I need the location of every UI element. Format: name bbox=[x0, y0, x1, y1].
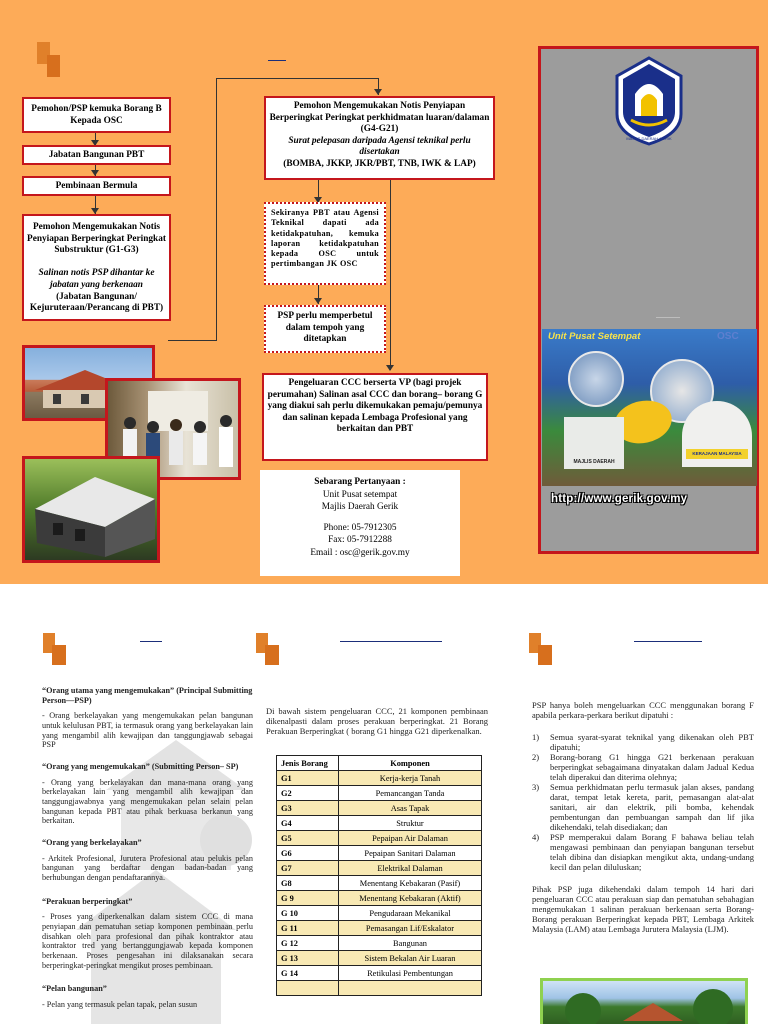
ccc-conditions bbox=[532, 700, 754, 934]
table-row: G 9 Menentang Kebakaran (Aktif) bbox=[277, 891, 482, 906]
table-row: G 13 Sistem Bekalan Air Luaran bbox=[277, 951, 482, 966]
website-url[interactable]: http://www.gerik.gov.my bbox=[551, 493, 688, 505]
table-row: G 11 Pemasangan Lif/Eskalator bbox=[277, 921, 482, 936]
contact-heading: Sebarang Pertanyaan : bbox=[314, 477, 406, 487]
flow-step-services-notice: Pemohon Mengemukakan Notis Penyiapan Berperingkat Peringkat perkhidmatan luaran/dalaman (G4-G21) Surat pelepasan daripada Agensi teknikal perlu disertakan (BOMBA, JKKP, JKR/PBT, TNB, IWK & LAP) bbox=[264, 96, 495, 180]
flow-step-building-dept: Jabatan Bangunan PBT bbox=[22, 145, 171, 165]
definition-plan-title: “Pelan bangunan” bbox=[42, 984, 107, 994]
table-row: G3 Asas Tapak bbox=[277, 801, 482, 816]
definition-staged-text: - Proses yang diperkenalkan dalam sistem CCC di mana penyiapan dan pematuhan setiap komponen pembinaan perlu disahkan oleh para profesional dan pihak kontraktor atau kontraktor tred yang bertanggungjawab kepada komponen berkenaan. Proses pengesahan ini dilaksanakan secara berperingkat-peringkat mengikut proses pembinaan. bbox=[42, 912, 253, 970]
definitions-column bbox=[36, 680, 258, 1024]
ccc-conditions-intro: PSP hanya boleh mengeluarkan CCC menggunakan borang F apabila perkara-perkara berikut dipatuhi : bbox=[532, 700, 754, 721]
table-row: G5 Pepaipan Air Dalaman bbox=[277, 831, 482, 846]
list-item: 3) Semua perkhidmatan perlu termasuk jalan akses, pandang darat, tempat letak kereta, parit, pemasangan alat-alat sanitari, air dan elektrik, pili bomba, kehendak pembentungan dan pembuangan sampah dan lif jika dikehendaki, telah disediakan; dan bbox=[532, 782, 754, 833]
flow-step-substructure-notice: Pemohon Mengemukakan Notis Penyiapan Berperingkat Peringkat Substruktur (G1-G3) Salinan notis PSP dihantar ke jabatan yang berkenaan (Jabatan Bangunan/ Kejuruteraan/Perancang di PBT) bbox=[22, 214, 171, 321]
definition-psp-text: - Orang berkelayakan yang mengemukakan pelan bangunan untuk kelulusan PBT, ia termasuk orang yang berkelayakan lain yang mengambil alih kewajipan dan tanggungjawab sebagai PSP bbox=[42, 711, 253, 750]
definition-qualified-text: - Arkitek Profesional, Jurutera Profesional atau pelukis pelan bangunan yang berdaftar dengan badan-badan yang berhubungan dengan pendaftarannya. bbox=[42, 853, 253, 883]
cover-collage: Unit Pusat Setempat OSC MAJLIS DAERAH KERAJAAN MALAYSIA bbox=[542, 329, 757, 486]
contact-fax: Fax: 05-7912288 bbox=[328, 535, 392, 546]
list-item: 4) PSP memperakui dalam Borang F bahawa beliau telah mengawasi pembinaan dan penyiapan bangunan tersebut telah dibina dan disiapkan mengikut akta, undang-undang kecil dan pelan diluluskan; bbox=[532, 832, 754, 873]
table-row: G 12 Bangunan bbox=[277, 936, 482, 951]
contact-email[interactable]: Email : osc@gerik.gov.my bbox=[310, 547, 410, 558]
flow-step-noncompliance: Sekiranya PBT atau Agensi Teknikal dapati ada ketidakpatuhan, kemuka laporan ketidakpatuhan kepada OSC untuk pertimbangan JK OSC bbox=[264, 202, 386, 285]
definition-qualified-title: “Orang yang berkelayakan” bbox=[42, 838, 142, 848]
flow-step-psp-correct: PSP perlu memperbetul dalam tempoh yang ditetapkan bbox=[264, 305, 386, 353]
table-row: G4 Struktur bbox=[277, 816, 482, 831]
definition-sp-text: - Orang yang berkelayakan dan mana-mana orang yang berkelayakan lain yang mengambil alih kewajipan dan tanggungjawabnya yang mengemukakan pelan selain pelan bangunan kepada PBT atau pihak berkuasa berkanun yang berkaitan. bbox=[42, 777, 253, 826]
flow-step-construction-begins: Pembinaan Bermula bbox=[22, 176, 171, 196]
contact-phone: Phone: 05-7912305 bbox=[323, 522, 397, 533]
table-row: G6 Pepaipan Sanitari Dalaman bbox=[277, 846, 482, 861]
definition-plan-text: - Pelan yang termasuk pelan tapak, pelan susun bbox=[42, 1000, 198, 1010]
contact-unit: Unit Pusat setempat bbox=[322, 489, 398, 500]
table-row: G 10 Pengudaraan Mekanikal bbox=[277, 906, 482, 921]
photo-completed-house bbox=[22, 456, 160, 563]
flow-step-ccc-issuance: Pengeluaran CCC berserta VP (bagi projek perumahan) Salinan asal CCC dan borang– borang G yang diakui sah perlu dikemukakan pemaju/pemunya dan salinan kepada Lembaga Profesional yang berkaitan dan PBT bbox=[262, 373, 488, 461]
list-item: 2) Borang-borang G1 hingga G21 berkenaan perakuan berperingkat sebagaimana dinyatakan dalam Jadual Kedua telah diperakui dan diterima olehnya; bbox=[532, 752, 754, 783]
table-row: G8 Menentang Kebakaran (Pasif) bbox=[277, 876, 482, 891]
council-logo: MAJLIS DAERAH GERIK bbox=[609, 54, 689, 148]
list-item: 1) Semua syarat-syarat teknikal yang dikenakan oleh PBT dipatuhi; bbox=[532, 732, 754, 753]
definition-staged-title: “Perakuan berperingkat” bbox=[42, 896, 133, 906]
flow-step-submit-form-b: Pemohon/PSP kemuka Borang B Kepada OSC bbox=[22, 97, 171, 133]
table-header-component: Komponen bbox=[339, 756, 482, 771]
components-intro: Di bawah sistem pengeluaran CCC, 21 komponen pembinaan dikenalpasti dalam proses perakuan berperingkat. 21 Borang Perakuan Berperingkat ( borang G1 hingga G21 diperkenalkan. bbox=[266, 706, 488, 737]
contact-council: Majlis Daerah Gerik bbox=[321, 502, 399, 513]
table-row: G2 Pemancangan Tanda bbox=[277, 786, 482, 801]
definition-sp-title: “Orang yang mengemukakan” (Submitting Person– SP) bbox=[42, 762, 239, 772]
contact-box bbox=[260, 470, 460, 576]
brochure-cover bbox=[538, 46, 759, 554]
table-row: G7 Elektrikal Dalaman bbox=[277, 861, 482, 876]
definition-psp-title: “Orang utama yang mengemukakan” (Principal Submitting Person—PSP) bbox=[42, 686, 253, 705]
table-header-form: Jenis Borang bbox=[277, 756, 339, 771]
table-row bbox=[277, 981, 482, 996]
ccc-submission-note: Pihak PSP juga dikehendaki dalam tempoh 14 hari dari pengeluaran CCC atau perakuan siap dan pematuhan sebahagian mengemukakan 1 salinan perakuan berkenaan serta Borang-Borang perakuan Berperingkat kepada PBT, Lembaga Arkitek Malaysia (LAM) atau Lembaga Jurutera Malaysia (LJM). bbox=[532, 884, 754, 935]
components-table bbox=[276, 755, 482, 996]
table-row: G1 Kerja-kerja Tanah bbox=[277, 771, 482, 786]
table-row: G 14 Retikulasi Pembentungan bbox=[277, 966, 482, 981]
photo-garden-building bbox=[540, 978, 748, 1024]
cover-banner: Unit Pusat Setempat bbox=[548, 331, 641, 342]
